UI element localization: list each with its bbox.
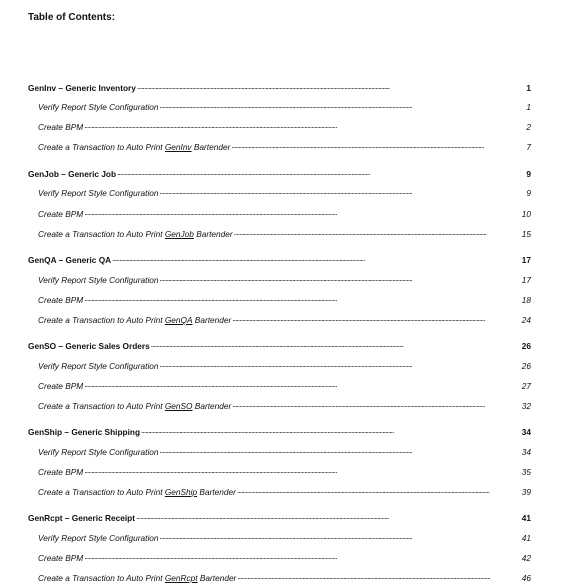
toc-entry[interactable]	[38, 401, 531, 412]
dot-leader	[84, 293, 521, 304]
page-number: 17	[521, 275, 531, 285]
entry-label-suffix: Bartender	[192, 315, 232, 325]
toc-entry[interactable]	[38, 553, 531, 564]
toc-entry[interactable]	[38, 573, 531, 584]
toc-entry[interactable]	[38, 229, 531, 240]
page-number: 1	[526, 83, 531, 93]
page-number: 15	[521, 229, 531, 239]
toc-section-genso[interactable]	[28, 341, 531, 352]
entry-label: Verify Report Style Configuration	[38, 275, 159, 285]
toc-entry[interactable]	[38, 467, 531, 478]
entry-label-suffix: Bartender	[192, 401, 232, 411]
entry-label: Create BPM	[38, 381, 84, 391]
dot-leader	[84, 207, 521, 218]
dot-leader	[117, 167, 525, 178]
toc-section-genship[interactable]	[28, 427, 531, 438]
toc-entry[interactable]	[38, 275, 531, 286]
page-number: 39	[521, 487, 531, 497]
toc-entry[interactable]	[38, 315, 531, 326]
toc-entry[interactable]	[38, 487, 531, 498]
page-number: 41	[521, 513, 531, 523]
toc-entry[interactable]	[38, 122, 531, 133]
dot-leader	[160, 100, 526, 111]
entry-label: Verify Report Style Configuration	[38, 447, 159, 457]
toc-entry[interactable]	[38, 209, 531, 220]
dot-leader	[137, 81, 525, 92]
dot-leader	[84, 379, 521, 390]
entry-label-suffix: Bartender	[191, 142, 231, 152]
entry-label: Create BPM	[38, 467, 84, 477]
entry-label-prefix: Create a Transaction to Auto Print	[38, 487, 165, 497]
dot-leader	[232, 399, 521, 410]
page-number: 41	[521, 533, 531, 543]
page-number: 42	[521, 553, 531, 563]
page-number: 1	[526, 102, 531, 112]
entry-label-prefix: Create a Transaction to Auto Print	[38, 401, 165, 411]
dot-leader	[112, 253, 521, 264]
toc-entry[interactable]	[38, 295, 531, 306]
dot-leader	[237, 571, 520, 582]
entry-label: Verify Report Style Configuration	[38, 533, 159, 543]
toc-section-geninv[interactable]	[28, 83, 531, 94]
page-number: 7	[526, 142, 531, 152]
dot-leader	[84, 120, 525, 131]
toc-entry[interactable]	[38, 361, 531, 372]
entry-label: Create BPM	[38, 295, 84, 305]
dot-leader	[232, 313, 521, 324]
dot-leader	[237, 485, 521, 496]
toc-section-genqa[interactable]	[28, 255, 531, 266]
toc-entry[interactable]	[38, 381, 531, 392]
toc-entry[interactable]	[38, 142, 531, 153]
page-number: 9	[526, 188, 531, 198]
page-number: 46	[521, 573, 531, 583]
section-title: GenInv – Generic Inventory	[28, 83, 136, 93]
entry-link[interactable]: GenJob	[164, 229, 194, 239]
entry-link[interactable]: GenShip	[164, 487, 198, 497]
dot-leader	[84, 465, 521, 476]
dot-leader	[160, 359, 521, 370]
page-number: 32	[521, 401, 531, 411]
entry-label: Create BPM	[38, 209, 84, 219]
entry-label-prefix: Create a Transaction to Auto Print	[38, 573, 165, 583]
entry-link[interactable]: GenRcpt	[164, 573, 198, 583]
dot-leader	[160, 186, 526, 197]
toc-section-genrcpt[interactable]	[28, 513, 531, 524]
entry-label-prefix: Create a Transaction to Auto Print	[38, 142, 165, 152]
page-number: 26	[521, 341, 531, 351]
dot-leader	[84, 551, 521, 562]
section-title: GenShip – Generic Shipping	[28, 427, 141, 437]
toc-entry[interactable]	[38, 533, 531, 544]
section-title: GenRcpt – Generic Receipt	[28, 513, 135, 523]
toc-entry[interactable]	[38, 102, 531, 113]
entry-label: Verify Report Style Configuration	[38, 188, 159, 198]
dot-leader	[136, 511, 521, 522]
entry-label: Verify Report Style Configuration	[38, 102, 159, 112]
page-number: 17	[521, 255, 531, 265]
dot-leader	[160, 273, 521, 284]
entry-label: Verify Report Style Configuration	[38, 361, 159, 371]
section-title: GenJob – Generic Job	[28, 169, 117, 179]
dot-leader	[234, 227, 521, 238]
entry-label-suffix: Bartender	[197, 487, 236, 497]
entry-label-prefix: Create a Transaction to Auto Print	[38, 315, 165, 325]
section-title: GenSO – Generic Sales Orders	[28, 341, 150, 351]
dot-leader	[160, 531, 521, 542]
entry-label-prefix: Create a Transaction to Auto Print	[38, 229, 165, 239]
page-number: 24	[521, 315, 531, 325]
entry-label-suffix: Bartender	[193, 229, 233, 239]
page-number: 34	[521, 427, 531, 437]
dot-leader	[231, 140, 525, 151]
entry-label: Create BPM	[38, 553, 84, 563]
section-title: GenQA – Generic QA	[28, 255, 112, 265]
toc-section-genjob[interactable]	[28, 169, 531, 180]
dot-leader	[141, 425, 521, 436]
toc-entry[interactable]	[38, 447, 531, 458]
page-number: 18	[521, 295, 531, 305]
dot-leader	[151, 339, 521, 350]
entry-label-suffix: Bartender	[197, 573, 237, 583]
page-number: 34	[521, 447, 531, 457]
page-number: 10	[521, 209, 531, 219]
toc-entry[interactable]	[38, 188, 531, 199]
page-number: 2	[526, 122, 531, 132]
entry-link[interactable]: GenInv	[164, 142, 192, 152]
entry-link[interactable]: GenQA	[164, 315, 193, 325]
entry-label: Create BPM	[38, 122, 84, 132]
page-number: 27	[521, 381, 531, 391]
entry-link[interactable]: GenSO	[164, 401, 193, 411]
dot-leader	[160, 445, 521, 456]
page-number: 35	[521, 467, 531, 477]
page-number: 9	[526, 169, 531, 179]
page-number: 26	[521, 361, 531, 371]
toc-heading: Table of Contents:	[28, 12, 116, 23]
